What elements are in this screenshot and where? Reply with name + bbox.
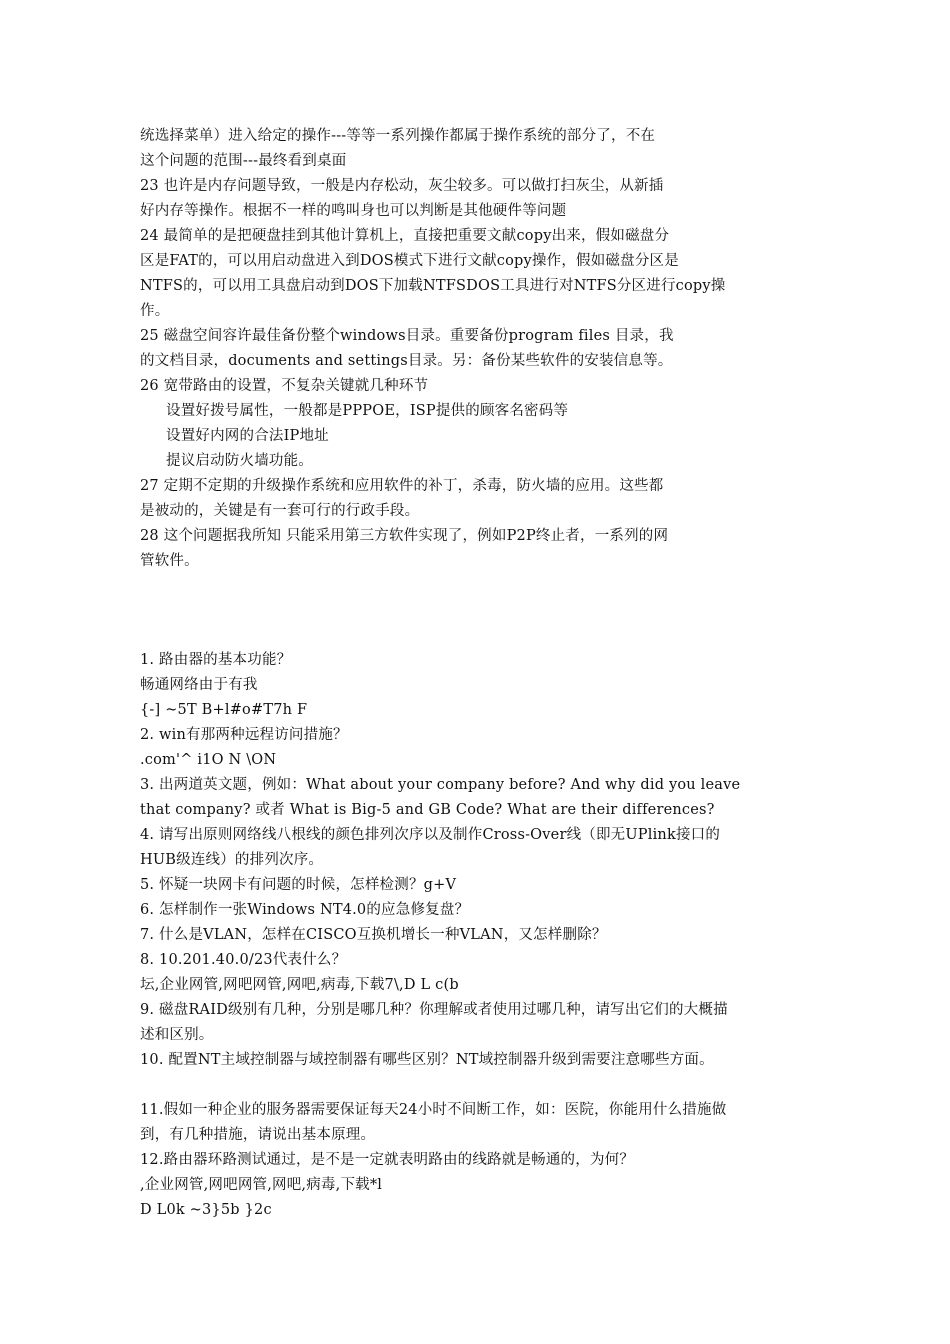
text-line: that company? 或者 What is Big-5 and GB Code? What are their differences?: [140, 802, 715, 818]
text-line: 管软件。: [140, 553, 199, 569]
text-line: 11.假如一种企业的服务器需要保证每天24小时不间断工作，如：医院，你能用什么措施做: [140, 1102, 727, 1118]
text-line: 统选择菜单）进入给定的操作---等等一系列操作都属于操作系统的部分了，不在: [140, 128, 656, 144]
text-line: 畅通网络由于有我: [140, 677, 258, 693]
text-line: 3. 出两道英文题，例如：What about your company before? And why did you leave: [140, 777, 741, 793]
text-line: 10. 配置NT主域控制器与域控制器有哪些区别？NT域控制器升级到需要注意哪些方面。: [140, 1052, 714, 1068]
text-line: 27 定期不定期的升级操作系统和应用软件的补丁，杀毒，防火墙的应用。这些都: [140, 478, 664, 494]
text-line: 9. 磁盘RAID级别有几种，分别是哪几种？你理解或者使用过哪几种，请写出它们的大概描: [140, 1002, 728, 1018]
text-line: 设置好拨号属性，一般都是PPPOE，ISP提供的顾客名密码等: [166, 403, 569, 419]
text-line: 述和区别。: [140, 1027, 214, 1043]
text-line: ,企业网管,网吧网管,网吧,病毒,下载*l: [140, 1177, 383, 1193]
text-line: 26 宽带路由的设置，不复杂关键就几种环节: [140, 378, 429, 394]
text-line: .com'^ i1O N \ON: [140, 752, 277, 768]
text-line: 好内存等操作。根据不一样的鸣叫身也可以判断是其他硬件等问题: [140, 203, 567, 219]
text-line: 1. 路由器的基本功能？: [140, 652, 292, 668]
text-line: 12.路由器环路测试通过，是不是一定就表明路由的线路就是畅通的，为何？: [140, 1152, 635, 1168]
text-line: 是被动的，关键是有一套可行的行政手段。: [140, 503, 420, 519]
text-line: 28 这个问题据我所知 只能采用第三方软件实现了，例如P2P终止者，一系列的网: [140, 528, 669, 544]
text-line: 坛,企业网管,网吧网管,网吧,病毒,下载7\,D L c(b: [140, 977, 459, 993]
text-line: 7. 什么是VLAN，怎样在CISCO互换机增长一种VLAN，又怎样删除？: [140, 927, 607, 943]
text-line: NTFS的，可以用工具盘启动到DOS下加载NTFSDOS工具进行对NTFS分区进行copy操: [140, 278, 726, 294]
text-line: 的文档目录，documents and settings目录。另：备份某些软件的安装信息等。: [140, 353, 673, 369]
text-line: 23 也许是内存问题导致，一般是内存松动，灰尘较多。可以做打扫灰尘，从新插: [140, 178, 664, 194]
text-line: 设置好内网的合法IP地址: [166, 428, 329, 444]
text-line: 6. 怎样制作一张Windows NT4.0的应急修复盘？: [140, 902, 470, 918]
text-line: {-] ~5T B+l#o#T7h F: [140, 702, 308, 718]
text-line: 区是FAT的，可以用启动盘进入到DOS模式下进行文献copy操作，假如磁盘分区是: [140, 253, 679, 269]
text-line: 4. 请写出原则网络线八根线的颜色排列次序以及制作Cross-Over线（即无UPlink接口的: [140, 827, 721, 843]
text-line: 到，有几种措施，请说出基本原理。: [140, 1127, 376, 1143]
text-line: 2. win有那两种远程访问措施？: [140, 727, 348, 743]
text-line: 作。: [140, 303, 170, 319]
text-line: 这个问题的范围---最终看到桌面: [140, 153, 347, 169]
text-line: 24 最简单的是把硬盘挂到其他计算机上，直接把重要文献copy出来，假如磁盘分: [140, 228, 670, 244]
text-line: D L0k ~3}5b }2c: [140, 1202, 272, 1218]
text-line: 8. 10.201.40.0/23代表什么？: [140, 952, 347, 968]
text-line: 25 磁盘空间容许最佳备份整个windows目录。重要备份program files 目录，我: [140, 328, 674, 344]
text-line: HUB级连线）的排列次序。: [140, 852, 324, 868]
text-line: 5. 怀疑一块网卡有问题的时候，怎样检测？g+V: [140, 877, 457, 893]
text-line: 提议启动防火墙功能。: [166, 453, 313, 469]
